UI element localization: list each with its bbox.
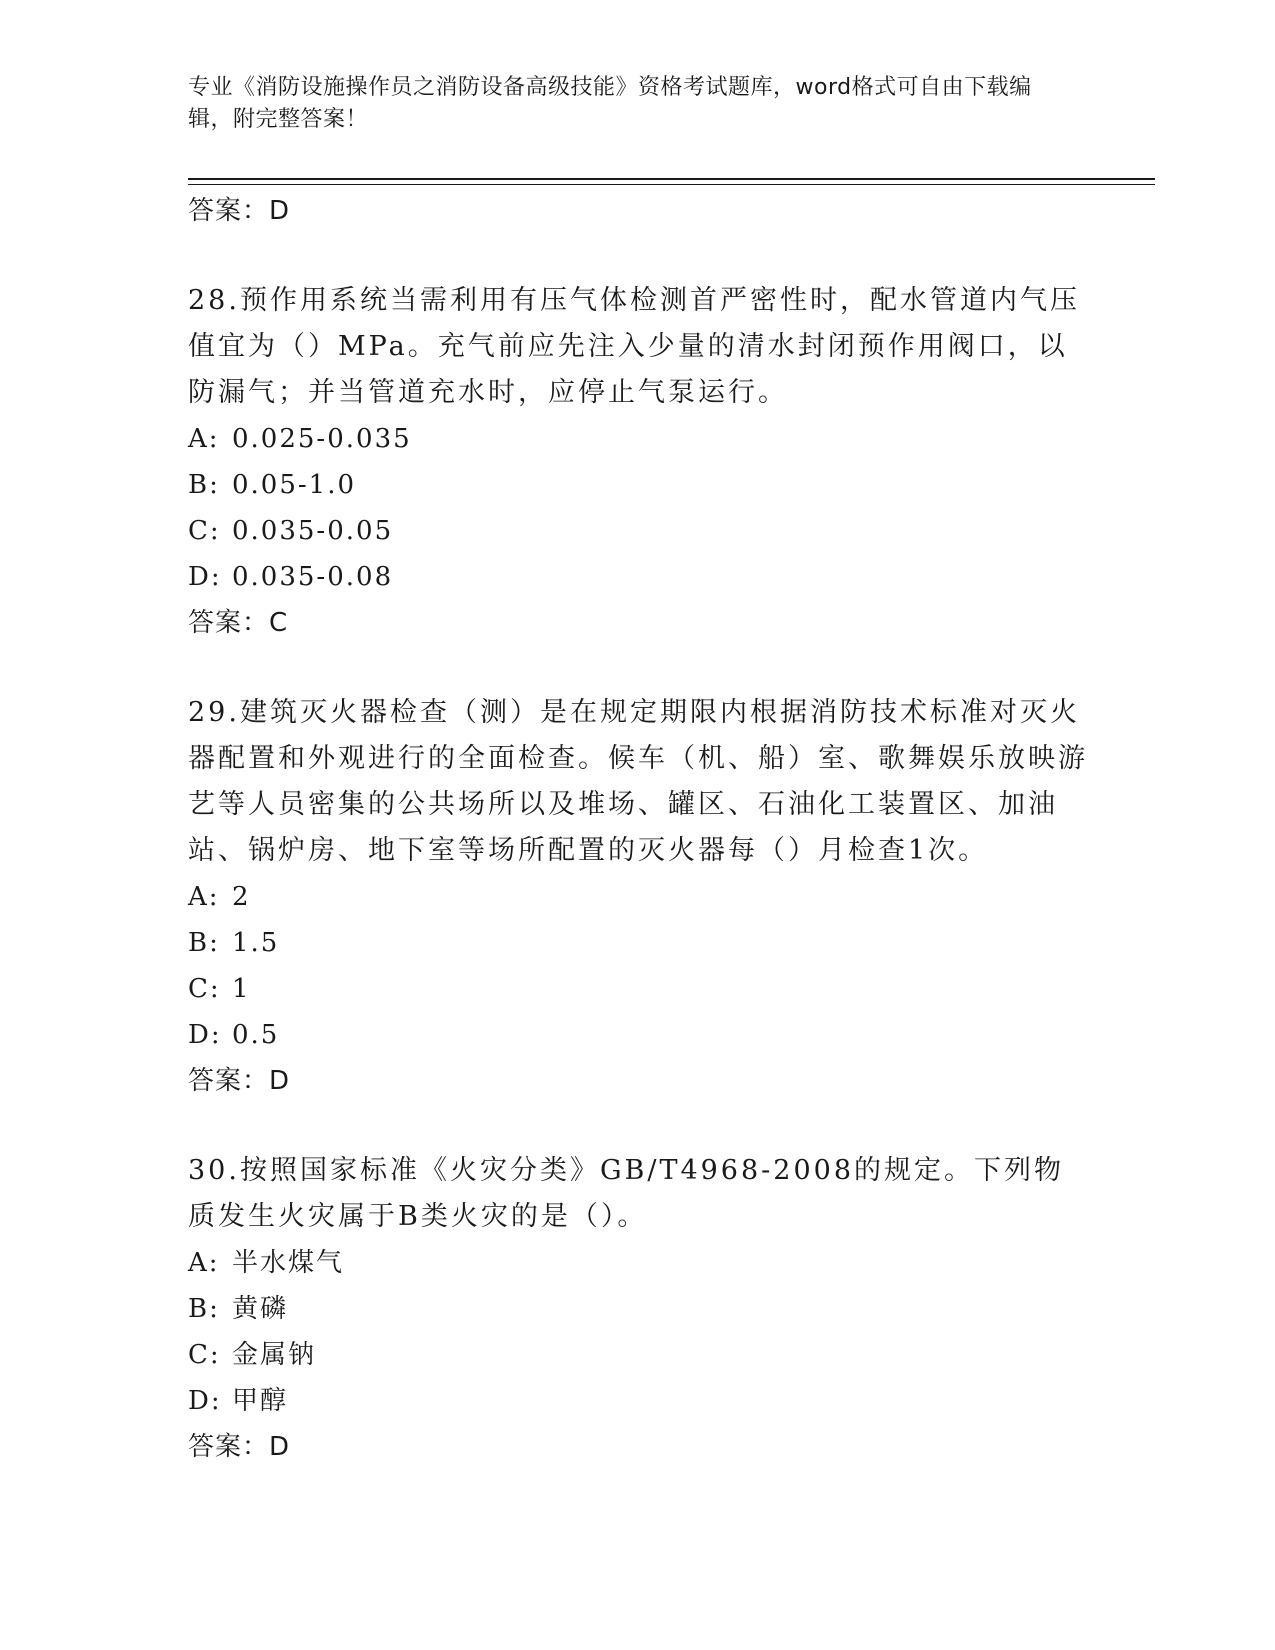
option-value: 0.025-0.035 [232, 424, 412, 454]
option-key: D: [188, 562, 222, 592]
option-value: 黄磷 [232, 1294, 289, 1324]
option-key: A: [188, 424, 220, 454]
document-header: 专业《消防设施操作员之消防设备高级技能》资格考试题库，word格式可自由下载编辑，附完整答案！ [188, 75, 1032, 132]
option-b [188, 1286, 1088, 1332]
question-text: 28.预作用系统当需利用有压气体检测首严密性时，配水管道内气压值宜为（）MPa。充气前应先注入少量的清水封闭预作用阀口，以防漏气；并当管道充水时，应停止气泵运行。 [188, 285, 1080, 408]
option-key: B: [188, 928, 220, 958]
option-key: B: [188, 1294, 220, 1324]
answer-line: 答案：D [188, 1432, 291, 1462]
question-text: 30.按照国家标准《火灾分类》GB/T4968-2008的规定。下列物质发生火灾属于B类火灾的是（）。 [188, 1155, 1065, 1232]
option-value: 0.035-0.08 [232, 562, 394, 592]
option-c [188, 1332, 1088, 1378]
question-28 [188, 278, 1088, 646]
document-body [188, 188, 1088, 1470]
option-key: C: [188, 516, 221, 546]
option-value: 1 [232, 974, 251, 1004]
option-value: 甲醇 [232, 1386, 289, 1416]
option-c [188, 966, 1088, 1012]
option-a [188, 874, 1088, 920]
option-key: B: [188, 470, 220, 500]
option-key: A: [188, 882, 220, 912]
option-d [188, 554, 1088, 600]
option-value: 半水煤气 [232, 1248, 345, 1278]
option-key: D: [188, 1386, 222, 1416]
option-key: C: [188, 974, 221, 1004]
answer-line: 答案：D [188, 1066, 291, 1096]
option-key: C: [188, 1340, 221, 1370]
option-value: 0.035-0.05 [232, 516, 394, 546]
option-key: D: [188, 1020, 222, 1050]
option-value: 2 [232, 882, 251, 912]
option-a [188, 416, 1088, 462]
answer-line: 答案：C [188, 608, 289, 638]
option-a [188, 1240, 1088, 1286]
option-value: 金属钠 [232, 1340, 317, 1370]
option-b [188, 462, 1088, 508]
question-text: 29.建筑灭火器检查（测）是在规定期限内根据消防技术标准对灭火器配置和外观进行的全面检查。候车（机、船）室、歌舞娱乐放映游艺等人员密集的公共场所以及堆场、罐区、石油化工装置区、加油站、锅炉房、地下室等场所配置的灭火器每（）月检查1次。 [188, 697, 1088, 866]
header-divider-thick [188, 178, 1155, 180]
question-30 [188, 1148, 1088, 1470]
header-divider-thin [188, 184, 1155, 185]
option-b [188, 920, 1088, 966]
option-key: A: [188, 1248, 220, 1278]
option-value: 0.05-1.0 [232, 470, 357, 500]
question-29 [188, 690, 1088, 1104]
option-d [188, 1378, 1088, 1424]
option-c [188, 508, 1088, 554]
option-value: 0.5 [232, 1020, 280, 1050]
answer-line: 答案：D [188, 196, 291, 226]
option-value: 1.5 [232, 928, 280, 958]
option-d [188, 1012, 1088, 1058]
